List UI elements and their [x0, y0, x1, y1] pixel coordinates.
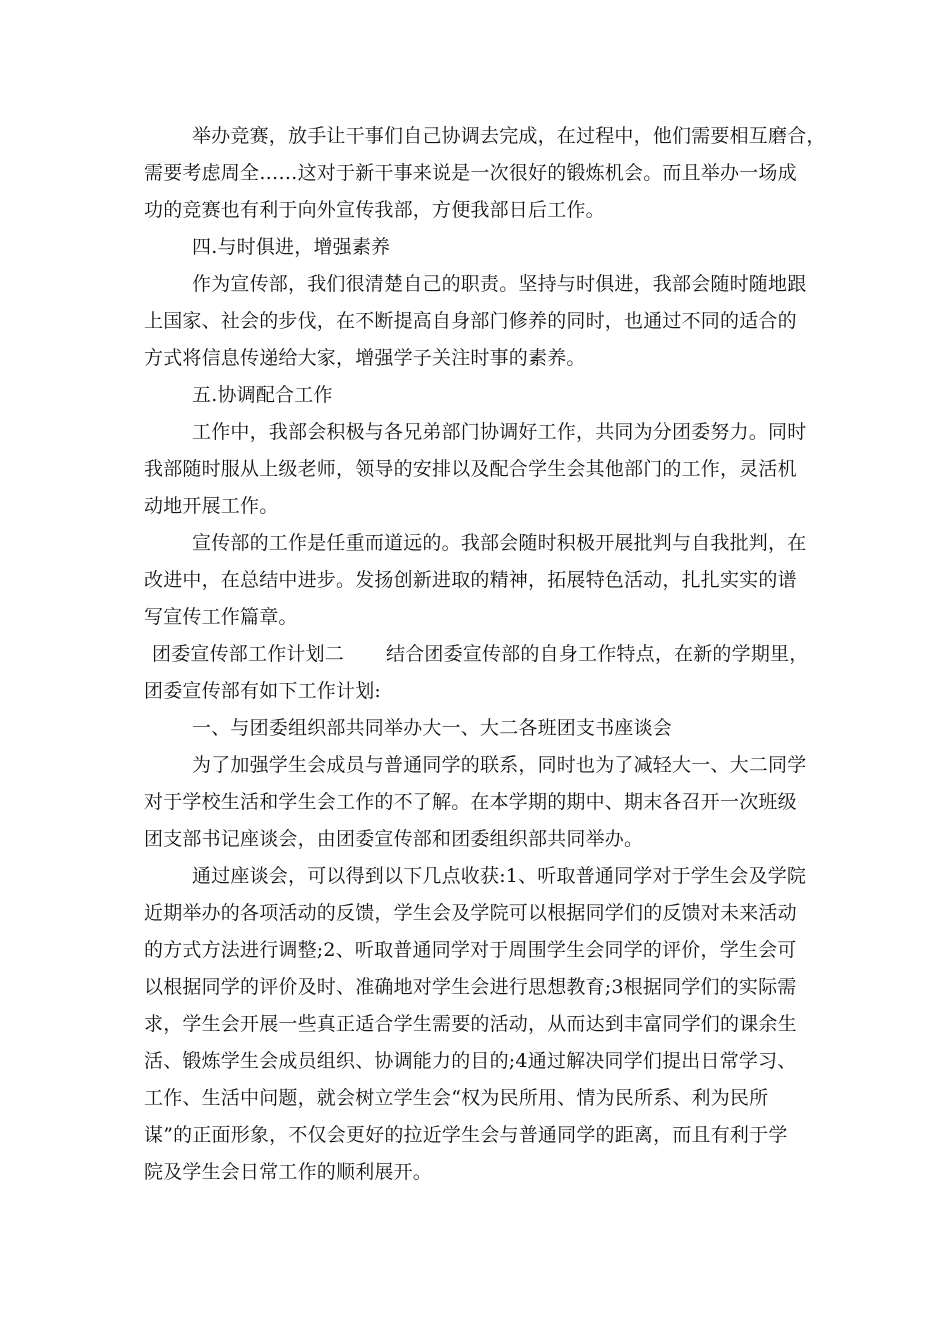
document-body — [144, 118, 826, 1191]
section-heading: 一、与团委组织部共同举办大一、大二各班团支书座谈会 — [192, 717, 673, 739]
plan-title-line — [144, 636, 814, 673]
paragraph-line: 以根据同学的评价及时、准确地对学生会进行思想教育;3根据同学们的实际需 — [144, 976, 797, 998]
paragraph-line: 谋”的正面形象，不仅会更好的拉近学生会与普通同学的距离，而且有利于学 — [144, 1124, 788, 1146]
paragraph-line: 活、锻炼学生会成员组织、协调能力的目的;4通过解决同学们提出日常学习、 — [144, 1050, 797, 1072]
paragraph-line: 功的竞赛也有利于向外宣传我部，方便我部日后工作。 — [144, 199, 605, 221]
paragraph-line: 我部随时服从上级老师，领导的安排以及配合学生会其他部门的工作，灵活机 — [144, 458, 797, 480]
paragraph-line: 举办竞赛，放手让干事们自己协调去完成，在过程中，他们需要相互磨合， — [192, 125, 826, 147]
section-heading: 四.与时俱进，增强素养 — [192, 236, 391, 258]
section-heading: 五.协调配合工作 — [192, 384, 333, 406]
paragraph-line: 动地开展工作。 — [144, 495, 279, 517]
paragraph-line: 对于学校生活和学生会工作的不了解。在本学期的期中、期末各召开一次班级 — [144, 791, 797, 813]
paragraph-line: 工作中，我部会积极与各兄弟部门协调好工作，共同为分团委努力。同时 — [192, 421, 807, 443]
paragraph-line: 通过座谈会，可以得到以下几点收获:1、听取普通同学对于学生会及学院 — [192, 865, 807, 887]
paragraph-line: 宣传部的工作是任重而道远的。我部会随时积极开展批判与自我批判，在 — [192, 532, 807, 554]
paragraph-line: 写宣传工作篇章。 — [144, 606, 298, 628]
paragraph-line: 团支部书记座谈会，由团委宣传部和团委组织部共同举办。 — [144, 828, 644, 850]
paragraph-line: 工作、生活中问题，就会树立学生会“权为民所用、情为民所系、利为民所 — [144, 1087, 769, 1109]
paragraph-line: 的方式方法进行调整;2、听取普通同学对于周围学生会同学的评价，学生会可 — [144, 939, 797, 961]
paragraph-line: 求，学生会开展一些真正适合学生需要的活动，从而达到丰富同学们的课余生 — [144, 1013, 797, 1035]
paragraph-line: 上国家、社会的步伐，在不断提高自身部门修养的同时，也通过不同的适合的 — [144, 310, 797, 332]
paragraph-line: 方式将信息传递给大家，增强学子关注时事的素养。 — [144, 347, 586, 369]
paragraph-line: 院及学生会日常工作的顺利展开。 — [144, 1161, 433, 1183]
paragraph-line: 为了加强学生会成员与普通同学的联系，同时也为了减轻大一、大二同学 — [192, 754, 807, 776]
paragraph-line: 近期举办的各项活动的反馈，学生会及学院可以根据同学们的反馈对未来活动 — [144, 902, 797, 924]
paragraph-line: 改进中，在总结中进步。发扬创新进取的精神，拓展特色活动，扎扎实实的谱 — [144, 569, 797, 591]
paragraph-line: 作为宣传部，我们很清楚自己的职责。坚持与时俱进，我部会随时随地跟 — [192, 273, 807, 295]
plan-intro: 结合团委宣传部的自身工作特点，在新的学期里， — [386, 643, 809, 665]
plan-title: 团委宣传部工作计划二 — [152, 643, 345, 665]
paragraph-line: 团委宣传部有如下工作计划: — [144, 680, 382, 702]
paragraph-line: 需要考虑周全……这对于新干事来说是一次很好的锻炼机会。而且举办一场成 — [144, 162, 797, 184]
